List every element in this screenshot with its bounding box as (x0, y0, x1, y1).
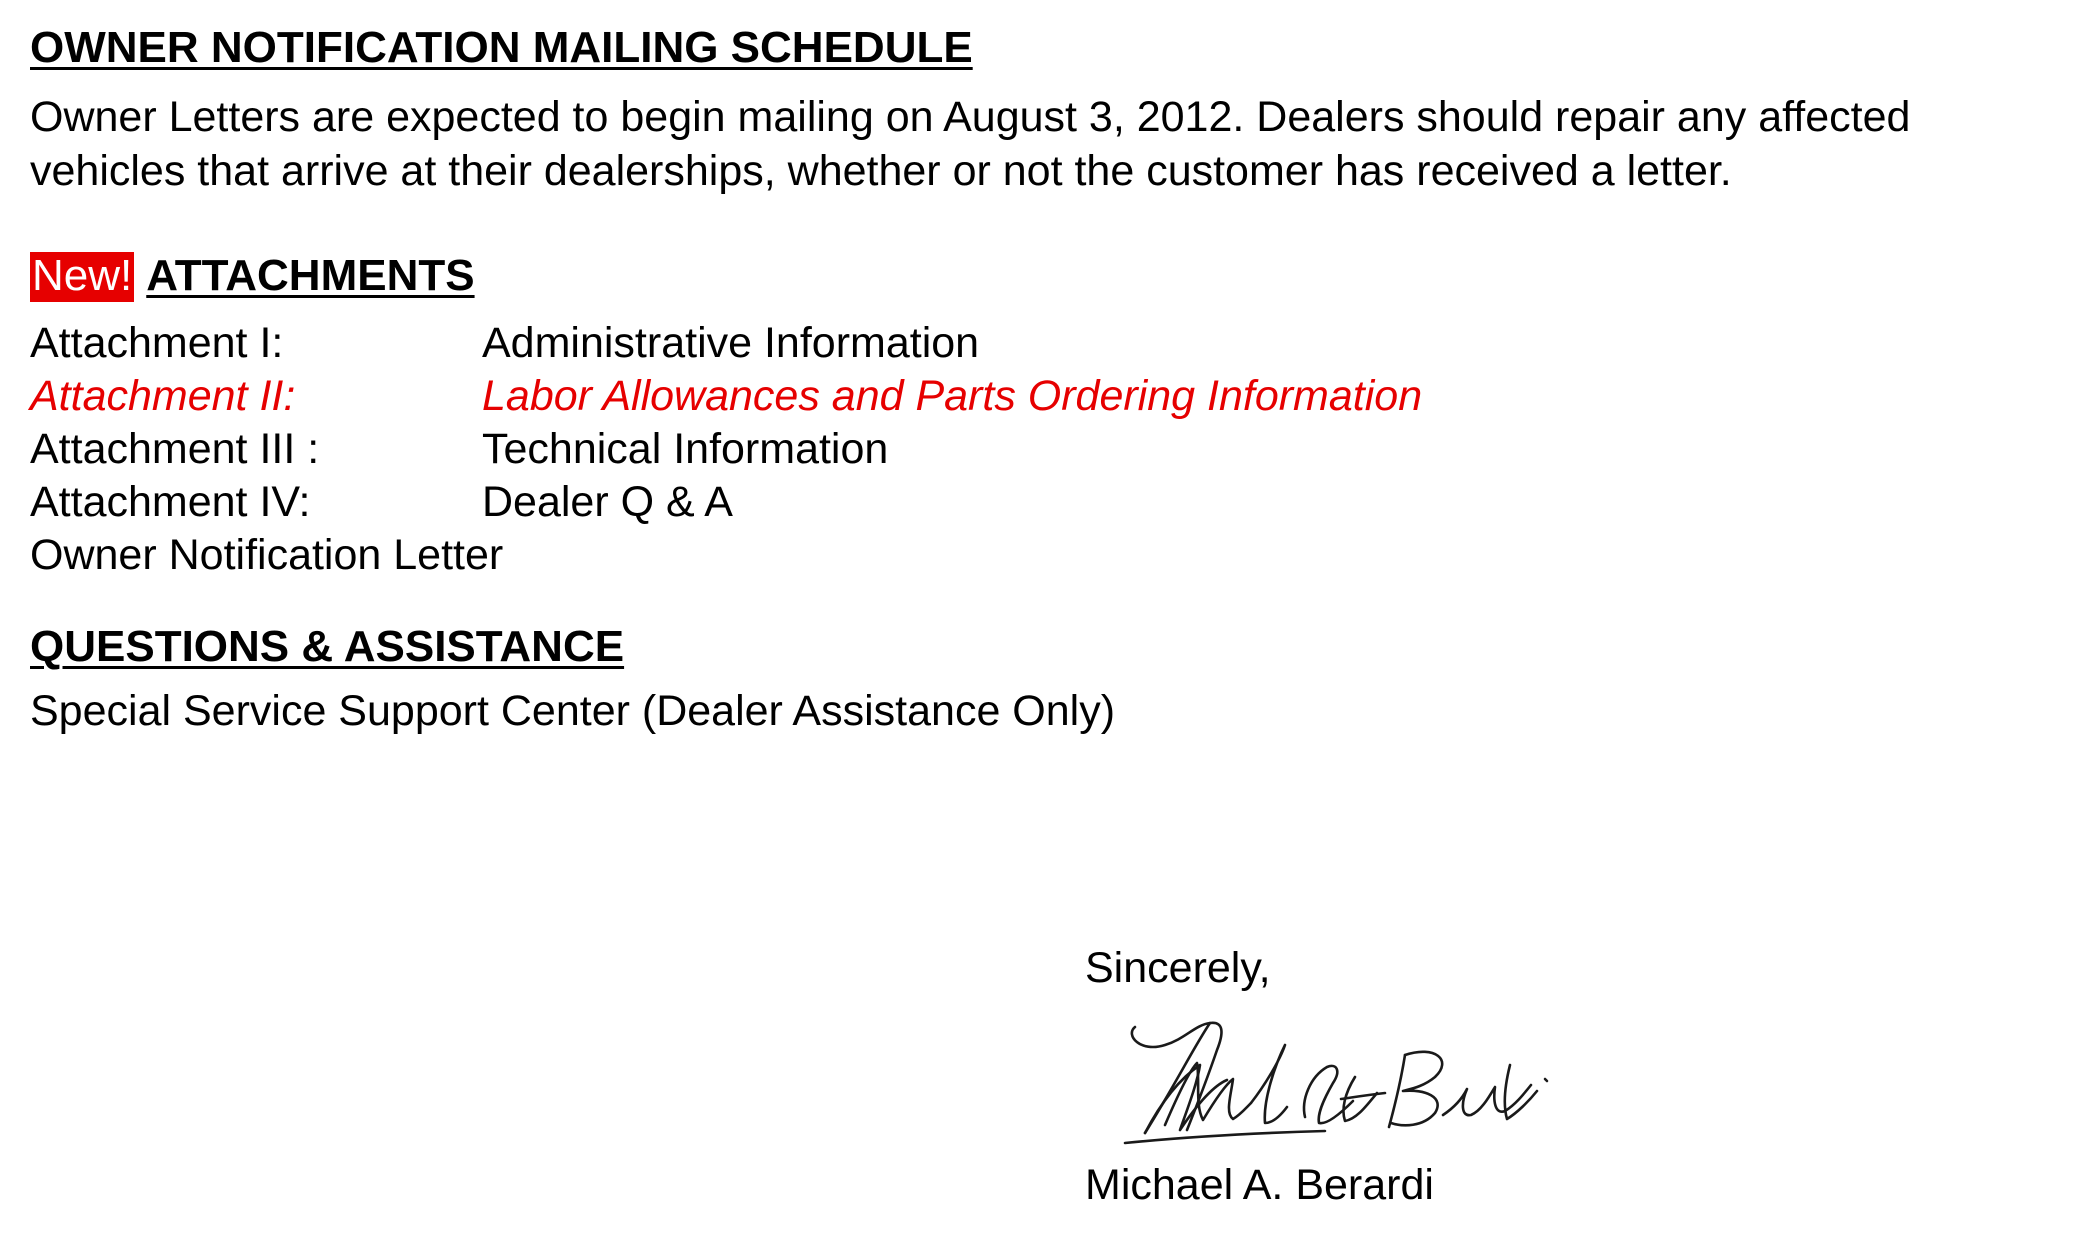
signature-image (1105, 1005, 1565, 1155)
closing-salutation: Sincerely, (1085, 944, 1271, 992)
attachment-label: Attachment II: (30, 372, 296, 420)
attachment-label: Attachment I: (30, 319, 284, 367)
mailing-schedule-line-1: Owner Letters are expected to begin mailing on August 3, 2012. Dealers should repair any affected (30, 93, 1911, 141)
new-badge: New! (32, 251, 133, 300)
questions-text: Special Service Support Center (Dealer Assistance Only) (30, 687, 1116, 735)
attachment-label: Attachment IV: (30, 478, 311, 526)
attachment-description: Administrative Information (482, 319, 980, 367)
attachment-description: Technical Information (482, 425, 889, 473)
attachment-description: Labor Allowances and Parts Ordering Information (482, 372, 1423, 420)
attachment-description: Dealer Q & A (482, 478, 733, 526)
signature-name: Michael A. Berardi (1085, 1161, 1434, 1209)
attachments-heading: ATTACHMENTS (146, 251, 475, 300)
mailing-schedule-line-2: vehicles that arrive at their dealerships, whether or not the customer has received a letter. (30, 147, 1732, 195)
letter-page: OWNER NOTIFICATION MAILING SCHEDULE Owner Letters are expected to begin mailing on August 3, 2012. Dealers should repair any affected vehicles that arrive at their dealerships, whether or not the customer has received a letter. New! ATTACHMENTS Attachment I: Administrative Information Attachment II: Labor Allowances and Parts Ordering Information Attachment III : Technical Information Attachment IV: Dealer Q & A Owner Notification Letter QUESTIONS & ASSISTANCE Special Service Support Center (Dealer Assistance Only) Sincerely, Michael A. Berardi (30, 23, 1911, 1209)
attachments-heading-row (30, 252, 475, 302)
questions-heading: QUESTIONS & ASSISTANCE (30, 622, 625, 671)
mailing-schedule-heading: OWNER NOTIFICATION MAILING SCHEDULE (30, 23, 973, 72)
attachment-label: Attachment III : (30, 425, 320, 473)
